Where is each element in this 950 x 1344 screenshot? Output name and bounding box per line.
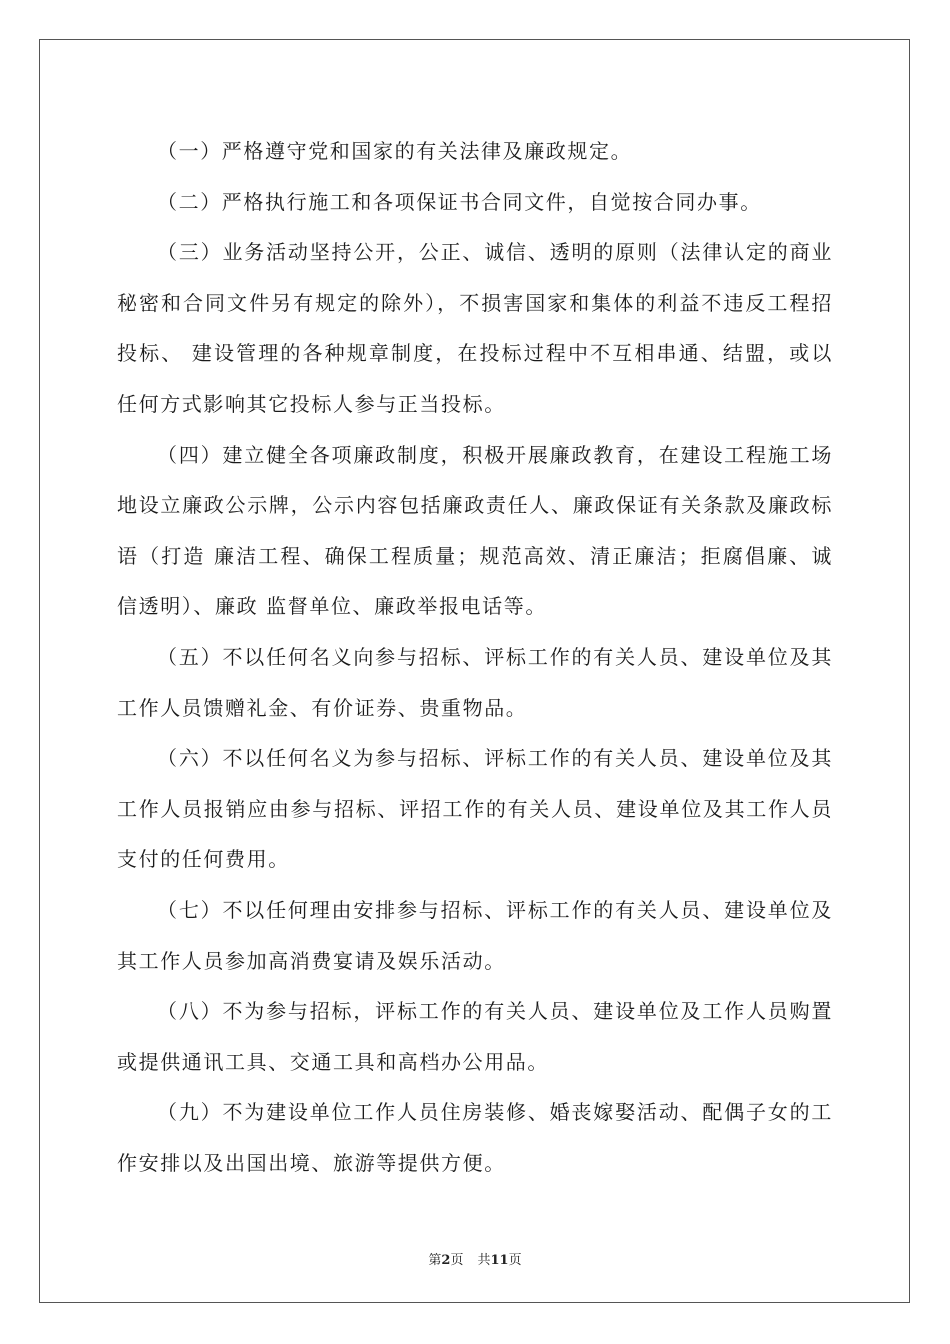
clause-7: （七）不以任何理由安排参与招标、评标工作的有关人员、建设单位及其工作人员参加高消费宴请及娱乐活动。 xyxy=(117,897,833,973)
page-suffix: 页 xyxy=(450,1253,464,1268)
clause-5: （五）不以任何名义向参与招标、评标工作的有关人员、建设单位及其工作人员馈赠礼金、有价证券、贵重物品。 xyxy=(117,644,833,720)
clause-8: （八）不为参与招标，评标工作的有关人员、建设单位及工作人员购置或提供通讯工具、交通工具和高档办公用品。 xyxy=(117,999,833,1074)
page-prefix: 第 xyxy=(428,1253,442,1268)
total-pages: 11 xyxy=(490,1253,509,1268)
document-body xyxy=(117,126,833,1188)
page-number: 2 xyxy=(441,1253,451,1268)
total-suffix: 页 xyxy=(508,1253,522,1268)
clause-4: （四）建立健全各项廉政制度，积极开展廉政教育，在建设工程施工场地设立廉政公示牌，公示内容包括廉政责任人、廉政保证有关条款及廉政标语（打造 廉洁工程、确保工程质量；规范高效、清正廉洁；拒腐倡廉、诚信透明）、廉政 监督单位、廉政举报电话等。 xyxy=(117,442,833,619)
page-footer xyxy=(0,1249,950,1268)
clause-6: （六）不以任何名义为参与招标、评标工作的有关人员、建设单位及其工作人员报销应由参与招标、评招工作的有关人员、建设单位及其工作人员支付的任何费用。 xyxy=(117,746,833,872)
clause-2: （二）严格执行施工和各项保证书合同文件，自觉按合同办事。 xyxy=(157,189,762,214)
clause-9: （九）不为建设单位工作人员住房装修、婚丧嫁娶活动、配偶子女的工作安排以及出国出境、旅游等提供方便。 xyxy=(117,1100,833,1175)
clause-3: （三）业务活动坚持公开，公正、诚信、透明的原则（法律认定的商业秘密和合同文件另有规定的除外），不损害国家和集体的利益不违反工程招投标、 建设管理的各种规章制度，在投标过程中不互相串通、结盟，或以任何方式影响其它投标人参与正当投标。 xyxy=(117,240,833,416)
clause-1: （一）严格遵守党和国家的有关法律及廉政规定。 xyxy=(157,139,633,163)
total-prefix: 共 xyxy=(477,1253,491,1268)
